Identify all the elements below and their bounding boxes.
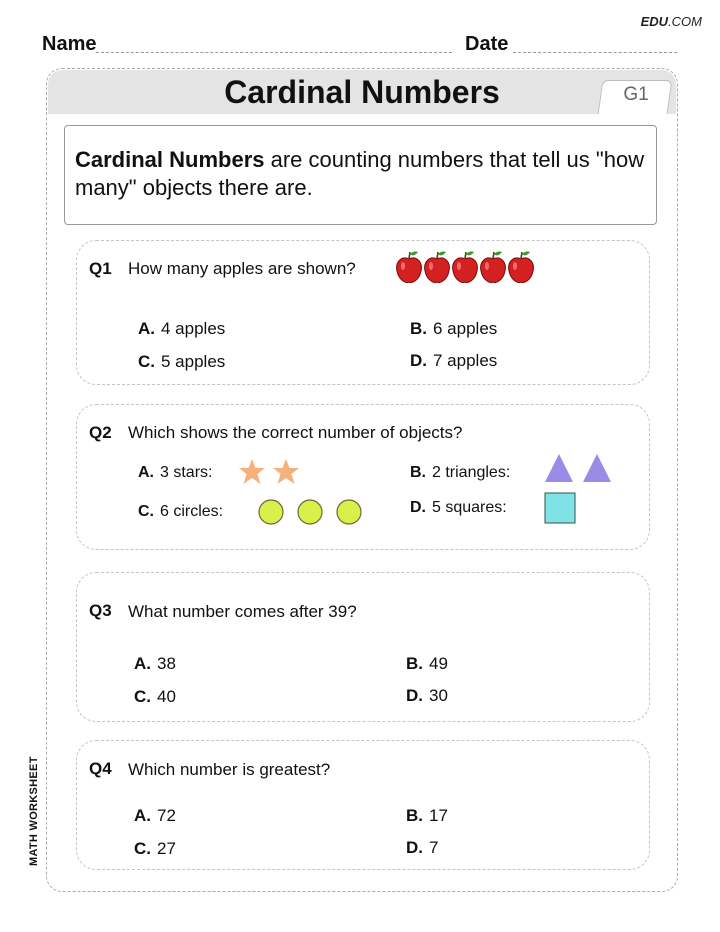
circle-shapes (257, 497, 365, 527)
option-a[interactable]: A. 72 (134, 806, 176, 825)
question-number: Q2 (89, 423, 112, 442)
name-line (96, 52, 452, 53)
question-text: Which number is greatest? (128, 760, 331, 779)
option-b[interactable]: B. 2 triangles: (410, 464, 511, 481)
option-c[interactable]: C. 6 circles: (138, 503, 224, 520)
brand-logo: EDU.COM (640, 14, 702, 29)
option-c[interactable]: C. 27 (134, 839, 176, 858)
option-d[interactable]: D. 5 squares: (410, 499, 507, 516)
option-b[interactable]: B. 6 apples (410, 319, 498, 338)
definition-box: Cardinal Numbers are counting numbers that tell us "how many" objects there are. (64, 125, 657, 225)
question-number: Q1 (89, 259, 112, 278)
question-number: Q3 (89, 601, 112, 620)
side-label: MATH WORKSHEET (28, 756, 40, 866)
triangle-shapes (544, 452, 614, 484)
option-d[interactable]: D. 7 apples (410, 351, 498, 370)
square-shape (544, 492, 576, 524)
option-b[interactable]: B. 17 (406, 806, 448, 825)
option-a[interactable]: A. 4 apples (138, 319, 226, 338)
question-text: How many apples are shown? (128, 259, 356, 278)
option-a[interactable]: A. 3 stars: (138, 464, 213, 481)
option-c[interactable]: C. 40 (134, 687, 176, 706)
option-d[interactable]: D. 7 (406, 838, 439, 857)
question-text: Which shows the correct number of objects? (128, 423, 463, 442)
date-label: Date (465, 33, 509, 55)
date-line (513, 52, 677, 53)
question-text: What number comes after 39? (128, 602, 357, 621)
option-a[interactable]: A. 38 (134, 654, 176, 673)
question-number: Q4 (89, 759, 112, 778)
star-shapes (238, 457, 302, 487)
option-d[interactable]: D. 30 (406, 686, 448, 705)
name-label: Name (42, 33, 97, 55)
grade-label: G1 (623, 84, 649, 105)
apples-image (395, 249, 540, 285)
page-title: Cardinal Numbers (224, 74, 500, 110)
option-c[interactable]: C. 5 apples (138, 352, 226, 371)
option-b[interactable]: B. 49 (406, 654, 448, 673)
